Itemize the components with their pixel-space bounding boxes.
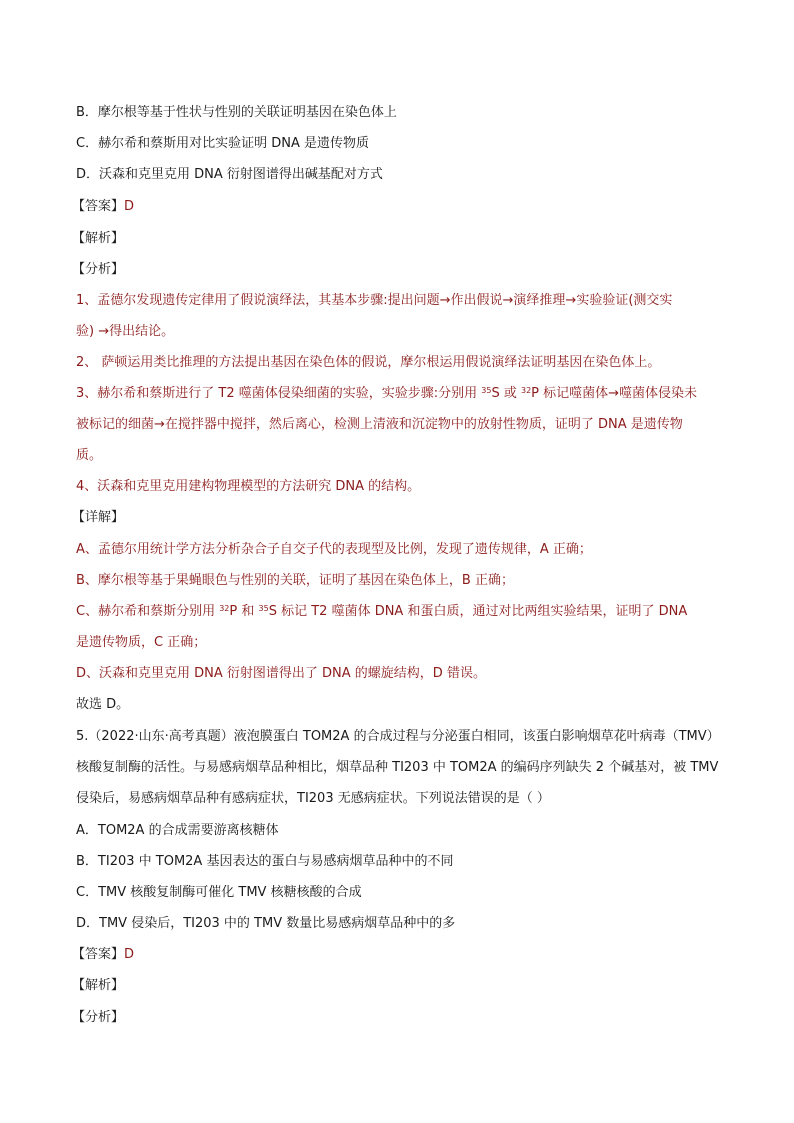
analysis-3-line-2: 被标记的细菌→在搅拌器中搅拌，然后离心，检测上清液和沉淀物中的放射性物质，证明了 DNA 是遗传物 [76, 417, 683, 432]
q5-option-d: D．TMV 侵染后，TI203 中的 TMV 数量比易感病烟草品种中的多 [76, 916, 456, 931]
analysis-1-line-1: 1、孟德尔发现遗传定律用了假说演绎法，其基本步骤:提出问题→作出假说→演绎推理→实验验证(测交实 [76, 293, 673, 308]
q5-answer [72, 946, 134, 964]
q5-option-c: C．TMV 核酸复制酶可催化 TMV 核糖核酸的合成 [76, 885, 362, 900]
superscript: 32 [520, 386, 532, 395]
analysis-4: 4、沃森和克里克用建构物理模型的方法研究 DNA 的结构。 [76, 479, 421, 494]
answer-value: D [124, 199, 135, 214]
q4-xiangjie-heading: 【详解】 [72, 510, 125, 525]
q5-jiexi-heading: 【解析】 [72, 978, 125, 993]
q5-stem-line-3: 侵染后，易感病烟草品种有感病症状，TI203 无感病症状。下列说法错误的是（ ） [76, 791, 550, 806]
q5-option-a: A．TOM2A 的合成需要游离核糖体 [76, 823, 279, 838]
detail-b: B、摩尔根等基于果蝇眼色与性别的关联，证明了基因在染色体上，B 正确； [76, 573, 514, 588]
detail-conclusion: 故选 D。 [76, 697, 130, 712]
analysis-2: 2、 萨顿运用类比推理的方法提出基因在染色体的假说，摩尔根运用假说演绎法证明基因在染色体上。 [76, 355, 661, 370]
q5-stem-line-2: 核酸复制酶的活性。与易感病烟草品种相比，烟草品种 TI203 中 TOM2A 的编码序列缺失 2 个碱基对，被 TMV [76, 760, 719, 775]
text-run: S 标记 T2 噬菌体 DNA 和蛋白质，通过对比两组实验结果，证明了 DNA [268, 604, 688, 619]
detail-c-line-1 [76, 603, 687, 621]
q5-fenxi-heading: 【分析】 [72, 1010, 125, 1025]
superscript: 32 [219, 604, 230, 613]
superscript: 35 [481, 386, 492, 395]
text-run: 3、赫尔希和蔡斯进行了 T2 噬菌体侵染细菌的实验，实验步骤:分别用 [76, 386, 482, 401]
text-run: P 标记噬菌体→噬菌体侵染未 [531, 386, 698, 401]
answer-label: 【答案】 [72, 199, 125, 214]
text-run: P 和 [229, 604, 259, 619]
q4-option-c: C．赫尔希和蔡斯用对比实验证明 DNA 是遗传物质 [76, 136, 369, 151]
q4-fenxi-heading: 【分析】 [72, 262, 125, 277]
q5-option-b: B．TI203 中 TOM2A 基因表达的蛋白与易感病烟草品种中的不同 [76, 854, 454, 869]
detail-d: D、沃森和克里克用 DNA 衍射图谱得出了 DNA 的螺旋结构，D 错误。 [76, 666, 486, 681]
detail-a: A、孟德尔用统计学方法分析杂合子自交子代的表现型及比例，发现了遗传规律，A 正确； [76, 542, 592, 557]
detail-c-line-2: 是遗传物质，C 正确； [76, 635, 207, 650]
text-run: C、赫尔希和蔡斯分别用 [76, 604, 220, 619]
q5-stem-line-1: 5.（2022·山东·高考真题）液泡膜蛋白 TOM2A 的合成过程与分泌蛋白相同，该蛋白影响烟草花叶病毒（TMV） [76, 729, 720, 744]
answer-label: 【答案】 [72, 947, 125, 962]
analysis-1-line-2: 验) →得出结论。 [76, 324, 175, 339]
q4-option-b: B．摩尔根等基于性状与性别的关联证明基因在染色体上 [76, 105, 397, 120]
q4-option-d: D．沃森和克里克用 DNA 衍射图谱得出碱基配对方式 [76, 167, 383, 182]
q4-answer [72, 198, 134, 216]
q4-jiexi-heading: 【解析】 [72, 231, 125, 246]
analysis-3-line-3: 质。 [76, 448, 103, 463]
answer-value: D [124, 947, 135, 962]
analysis-3-line-1 [76, 385, 697, 403]
text-run: S 或 [491, 386, 521, 401]
superscript: 35 [258, 604, 269, 613]
